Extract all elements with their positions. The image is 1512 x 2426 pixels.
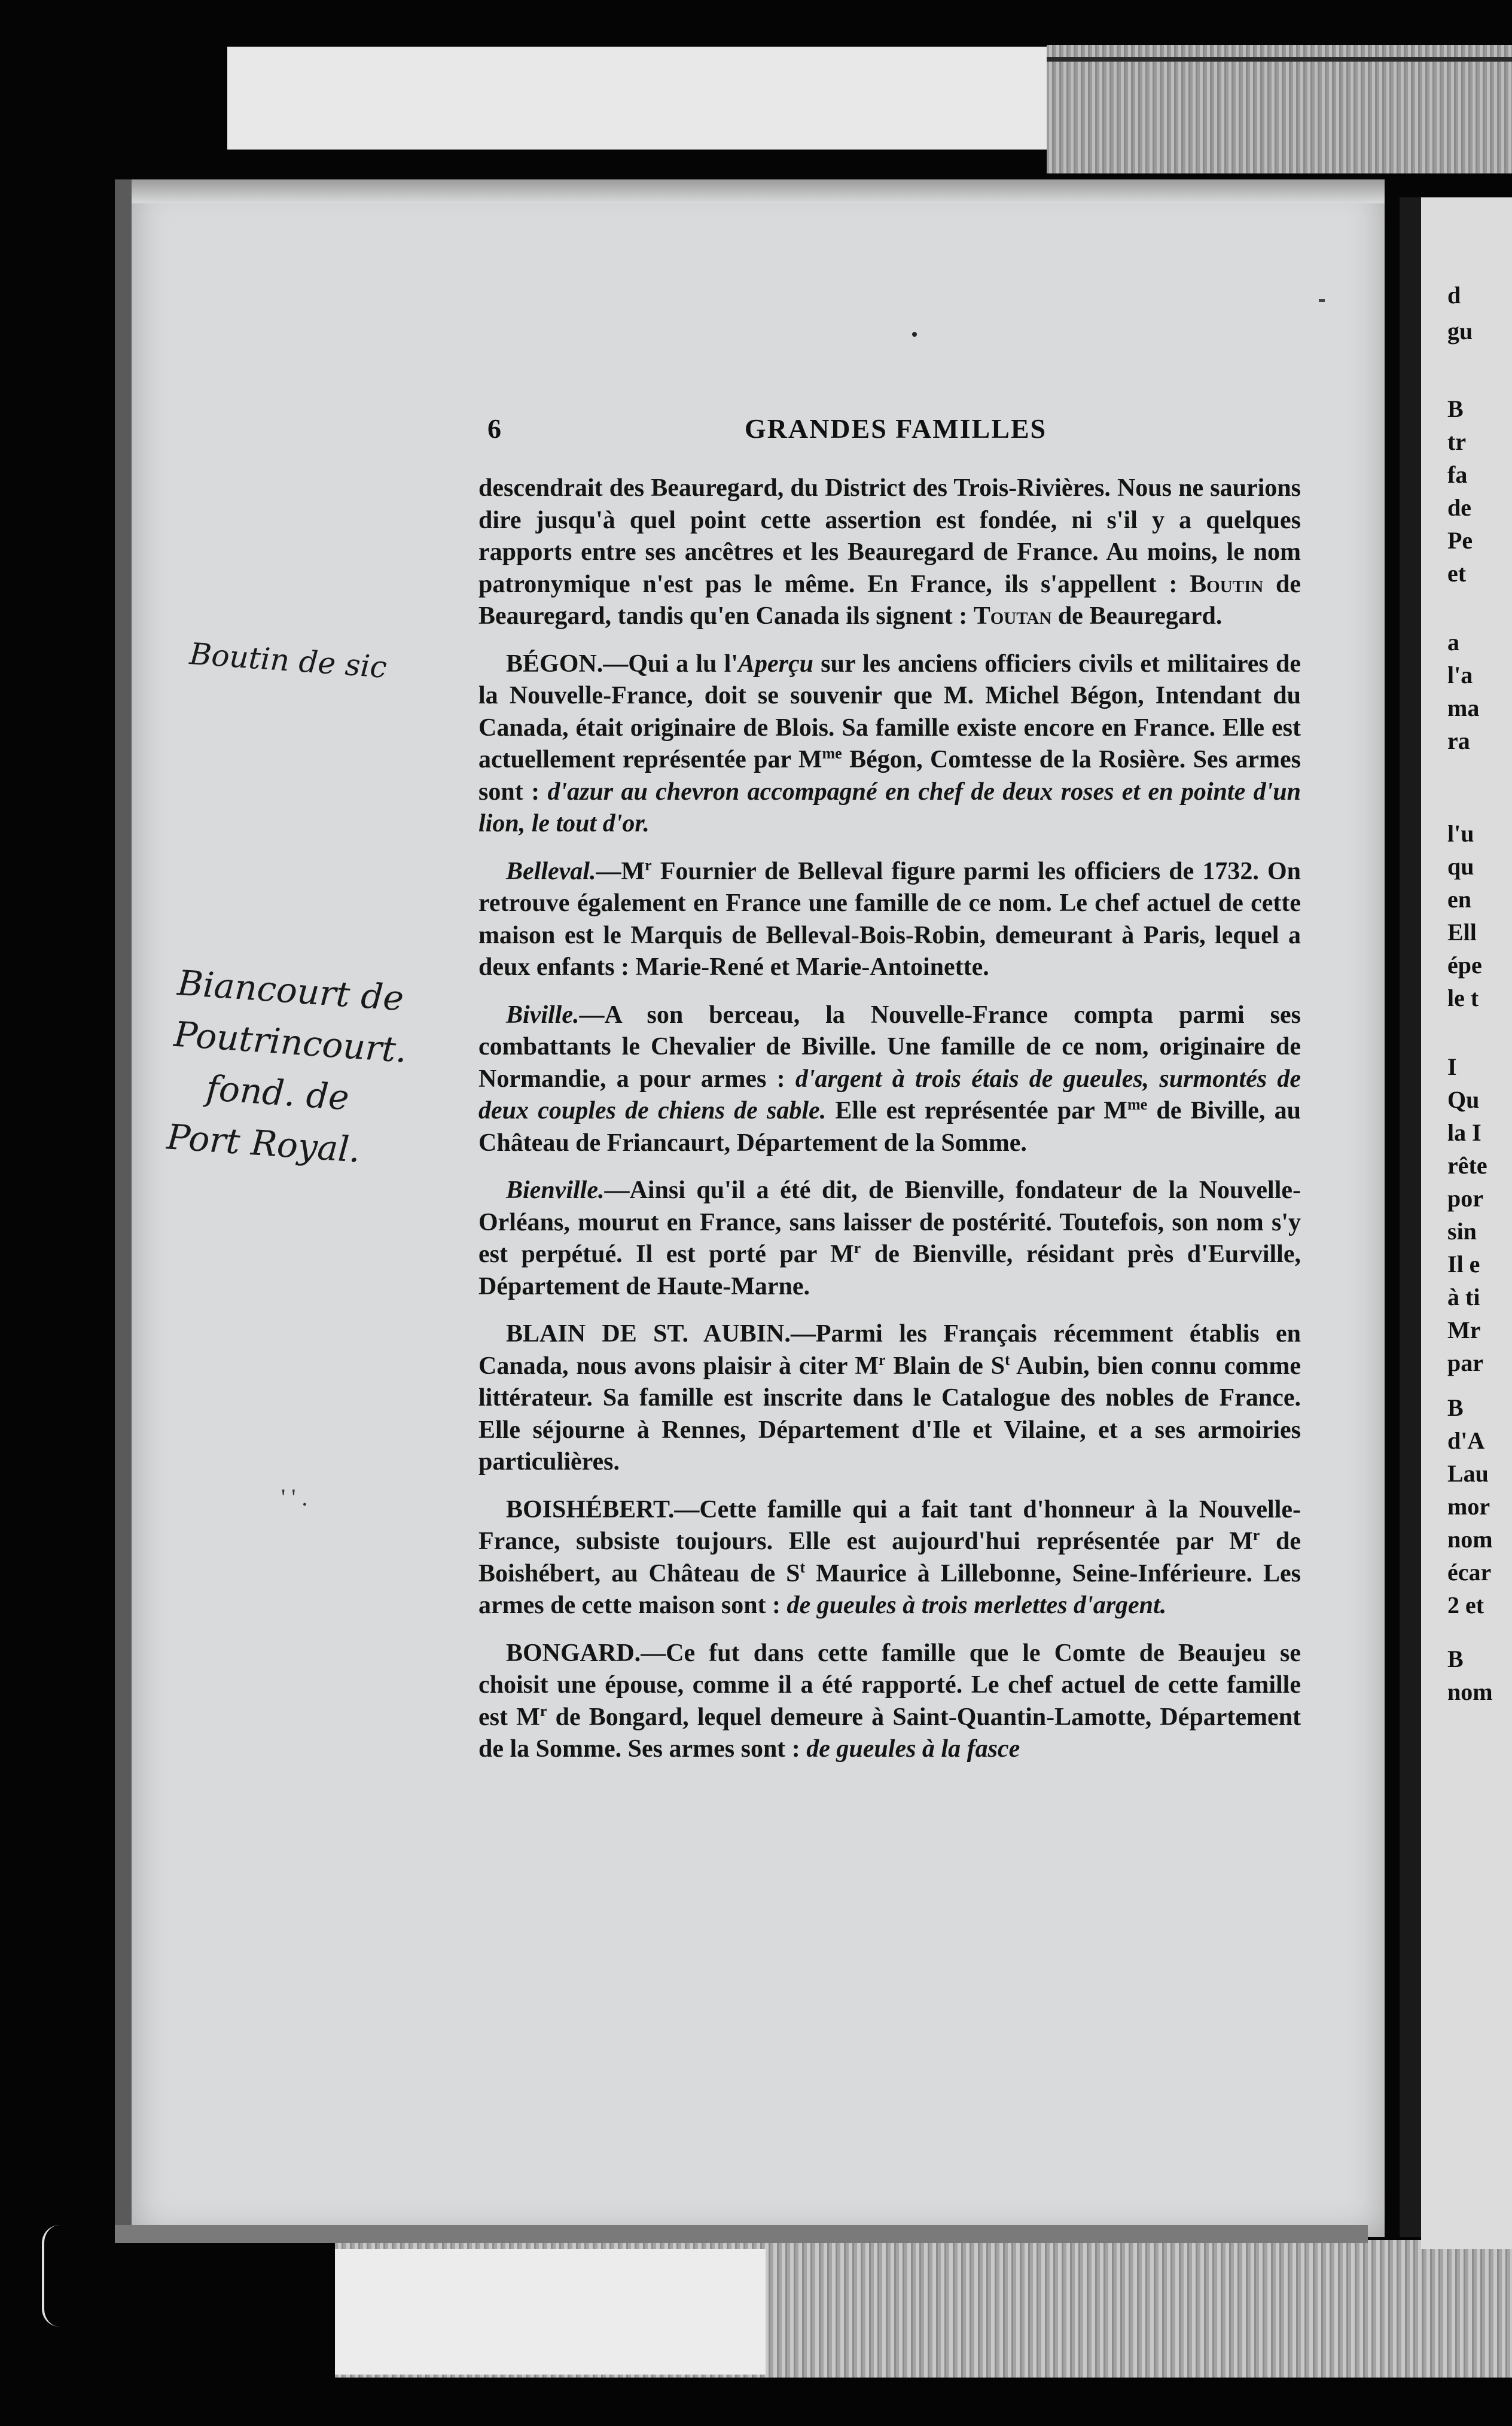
background-paper-top [227,47,1053,150]
facing-page-line-fragment: épe [1447,952,1482,979]
facing-page-line-fragment: B [1447,395,1464,422]
superscript: r [879,1351,886,1369]
text-run: descendrait des Beauregard, du District des Trois-Rivières. Nous ne saurions dire jusqu'à quel point cette assertion est fondée, ni s'il y a quelques rapports entre ses ancêtres et les Beauregard de France. Au moins, le nom patronymique n'est pas le même. En France, ils s'appellent : [478,474,1301,598]
facing-page-line-fragment: I [1447,1053,1457,1080]
text-run: BOISHÉBERT.—Cette famille qui a fait tant d'honneur à la Nouvelle-France, subsiste toujours. Elle est aujourd'hui représentée par M [478,1495,1301,1555]
body-text [478,473,1301,1781]
facing-page-line-fragment: l'a [1447,662,1473,688]
handwritten-note-1: Boutin de sic [188,636,388,685]
superscript: me [1127,1096,1148,1113]
superscript: me [822,745,842,762]
text-run: Aubin, bien connu comme littérateur. Sa famille est inscrite dans le Catalogue des nobles de France. Elle séjourne à Rennes, Département d'Ile et Vilaine, et a ses armoiries particulières. [478,1352,1301,1476]
paragraph-begon [478,648,1301,840]
text-run: —Ainsi qu'il a été dit, de Bienville, fondateur de la Nouvelle-Orléans, mourut en France, sans laisser de postérité. Toutefois, son nom s'y est perpétué. Il est porté par M [478,1177,1301,1268]
text-run: d'argent à trois étais de gueules, surmontés de deux couples de chiens de sable. [478,1065,1301,1124]
facing-page-line-fragment: par [1447,1349,1483,1376]
stray-marks: ' ' . [281,1484,308,1511]
superscript: t [1004,1351,1010,1369]
handwritten-line: fond. de [205,1067,350,1118]
superscript: r [645,856,652,874]
text-run: —M [596,857,645,885]
background-paper-bottom [335,2249,766,2375]
text-run: d'azur au chevron accompagné en chef de deux roses et en pointe d'un lion, le tout d'or. [478,778,1301,837]
text-run: Blain de S [885,1352,1005,1380]
text-run: Belleval. [506,857,596,885]
text-run: de gueules à la fasce [806,1735,1020,1763]
facing-page-line-fragment: le t [1447,985,1479,1011]
facing-page-line-fragment: ra [1447,727,1470,754]
paragraph-blain [478,1318,1301,1479]
text-run: BONGARD.—Ce fut dans cette famille que le Comte de Beaujeu se choisit une épouse, comme il a été rapporté. Le chef actuel de cette famille est M [478,1639,1301,1731]
facing-page-line-fragment: Ell [1447,919,1477,946]
text-run: Aperçu [738,650,814,678]
facing-page-line-fragment: nom [1447,1526,1493,1553]
superscript: r [1252,1526,1260,1544]
facing-page-line-fragment: Il e [1447,1251,1480,1278]
text-run: BLAIN DE ST. AUBIN.—Parmi les Français récemment établis en Canada, nous avons plaisir à citer M [478,1320,1301,1380]
facing-page-line-fragment: Lau [1447,1460,1489,1487]
running-header [487,413,1304,449]
handwritten-line: Poutrincourt. [172,1013,409,1071]
paragraph-belleval [478,856,1301,984]
superscript: t [800,1558,806,1576]
facing-page-line-fragment: à ti [1447,1284,1480,1310]
facing-page-line-fragment: B [1447,1394,1464,1421]
background-wood-top [1047,45,1512,173]
paragraph-bienville [478,1175,1301,1303]
facing-page-line-fragment: qu [1447,853,1474,880]
facing-page-line-fragment: mor [1447,1493,1490,1520]
background-wood-edge [1047,57,1512,62]
facing-page-line-fragment: nom [1447,1678,1493,1705]
text-run: de Beauregard. [1051,602,1223,630]
facing-page-line-fragment: fa [1447,461,1468,488]
text-run: Bienville. [506,1177,605,1204]
facing-page-line-fragment: d'A [1447,1427,1485,1454]
facing-page-line-fragment: sin [1447,1218,1477,1245]
facing-page-line-fragment: de [1447,494,1471,521]
facing-page [1421,197,1512,2249]
page-number: 6 [487,413,501,444]
facing-page-line-fragment: tr [1447,428,1467,455]
text-run: BÉGON.—Qui a lu l' [506,650,739,678]
text-run: Fournier de Belleval figure parmi les officiers de 1732. On retrouve également en France une famille de ce nom. Le chef actuel de cette maison est le Marquis de Belleval-Bois-Robin, demeurant à Paris, lequel a deux enfants : Marie-René et Marie-Antoinette. [478,857,1301,981]
speck [912,332,917,337]
facing-page-line-fragment: en [1447,886,1471,913]
text-run: de Beauregard, tandis qu'en Canada ils signent : [478,570,1301,630]
text-run: Elle est représentée par M [826,1097,1127,1124]
facing-page-line-fragment: B [1447,1645,1464,1672]
running-title: GRANDES FAMILLES [744,413,1047,444]
facing-page-line-fragment: rête [1447,1152,1487,1179]
text-run: de Bienville, résidant près d'Eurville, Département de Haute-Marne. [478,1241,1301,1300]
page-bottom-edge [115,2225,1368,2243]
handwritten-note-2 [165,957,412,1178]
paragraph-bongard [478,1638,1301,1766]
facing-page-line-fragment: l'u [1447,820,1474,847]
handwritten-line: Biancourt de [176,962,406,1019]
facing-page-line-fragment: ma [1447,694,1480,721]
superscript: r [539,1702,547,1720]
text-run: Bégon, Comtesse de la Rosière. Ses armes sont : [478,746,1301,806]
facing-page-line-fragment: la I [1447,1119,1481,1146]
facing-page-line-fragment: por [1447,1185,1483,1212]
text-run: Boutin [1190,570,1264,598]
handwritten-line: Port Royal. [165,1116,362,1171]
speck [1319,299,1325,302]
book-gutter [1400,197,1421,2237]
text-run: Maurice à Lillebonne, Seine-Inférieure. Les armes de cette maison sont : [478,1559,1301,1619]
text-run: de gueules à trois merlettes d'argent. [787,1592,1167,1619]
facing-page-line-fragment: et [1447,560,1467,587]
text-run: de Boishébert, au Château de S [478,1528,1301,1587]
text-run: sur les anciens officiers civils et militaires de la Nouvelle-France, doit se souvenir que M. Michel Bégon, Intendant du Canada, était originaire de Blois. Sa famille existe encore en France. Elle est actuellement représentée par M [478,650,1301,773]
facing-page-line-fragment: 2 et [1447,1592,1484,1619]
film-artifact [42,2225,68,2327]
text-run: Toutan [973,602,1052,630]
facing-page-line-fragment: Qu [1447,1086,1480,1113]
text-run: Biville. [506,1001,580,1029]
facing-page-line-fragment: gu [1447,318,1473,345]
text-run: de Biville, au Château de Friancaurt, Département de la Somme. [478,1097,1301,1157]
facing-page-line-fragment: Pe [1447,527,1473,554]
facing-page-line-fragment: a [1447,629,1459,656]
facing-page-line-fragment: écar [1447,1559,1492,1586]
facing-page-line-fragment: d [1447,282,1461,309]
paragraph-beauregard [478,473,1301,633]
text-run: de Bongard, lequel demeure à Saint-Quantin-Lamotte, Département de la Somme. Ses armes sont : [478,1703,1301,1763]
paragraph-biville [478,999,1301,1160]
paragraph-boishebert [478,1494,1301,1622]
text-run: —A son berceau, la Nouvelle-France compta parmi ses combattants le Chevalier de Biville. Une famille de ce nom, originaire de Normandie, a pour armes : [478,1001,1301,1093]
facing-page-line-fragment: Mr [1447,1316,1481,1343]
superscript: r [853,1239,861,1257]
